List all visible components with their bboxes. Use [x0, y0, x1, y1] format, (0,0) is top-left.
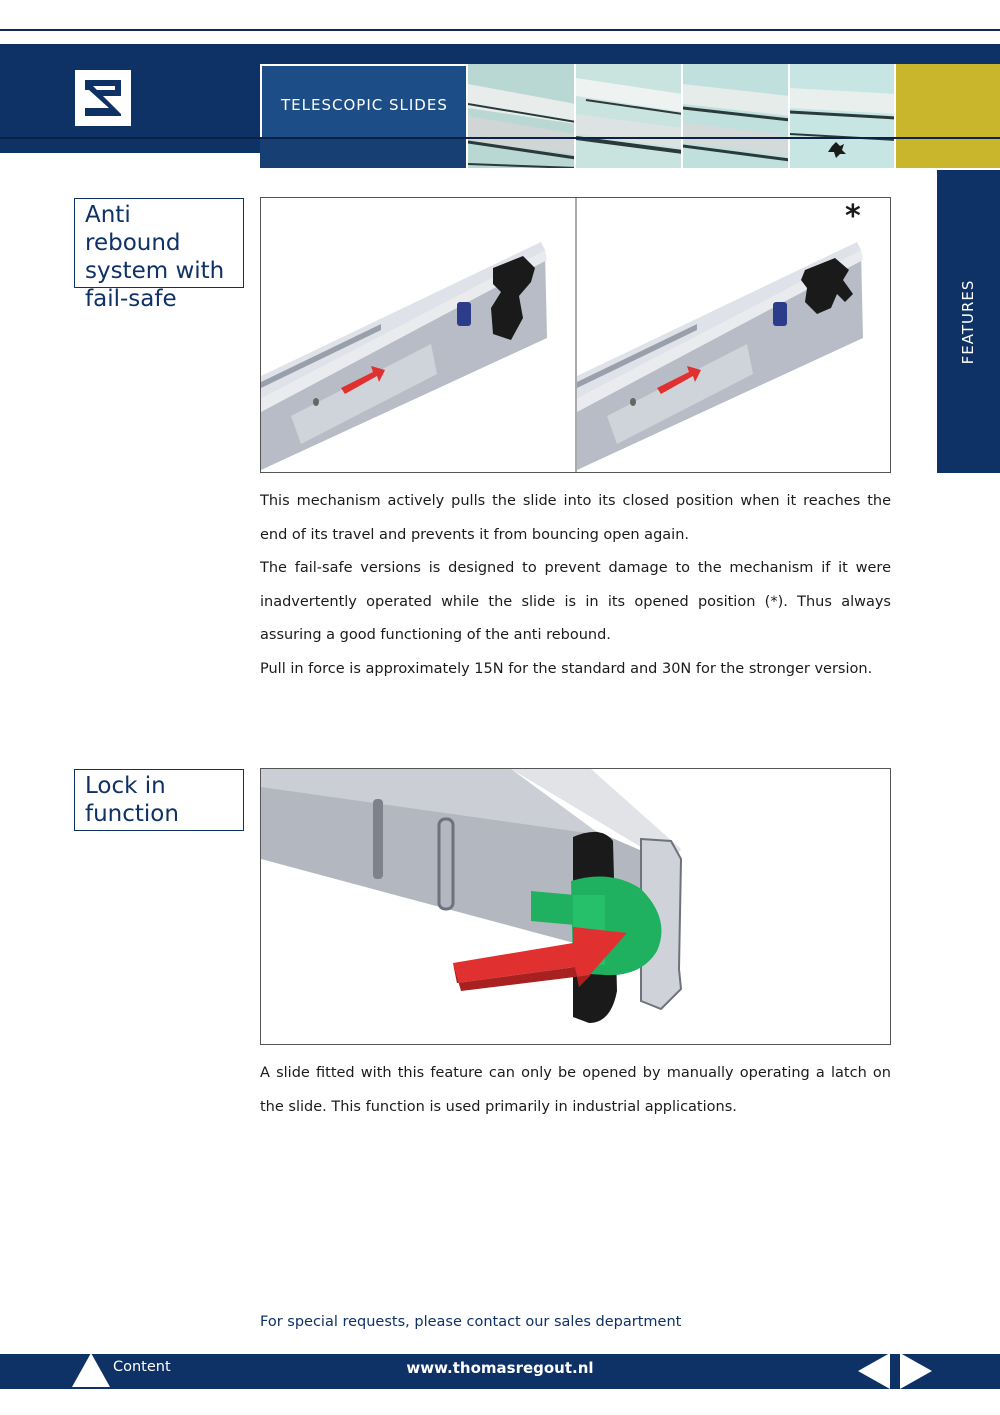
- triangle-right-icon[interactable]: [900, 1353, 932, 1389]
- top-rule: [0, 29, 1000, 31]
- anti-rebound-description: [260, 485, 891, 686]
- header-photo-4: [788, 64, 894, 168]
- header-title: TELESCOPIC SLIDES: [281, 96, 448, 114]
- anti-rebound-slide-fail-safe: [577, 242, 863, 470]
- section-title-anti-rebound: Anti rebound system with fail-safe: [74, 198, 244, 288]
- header-photo-2: [574, 64, 681, 168]
- paragraph: This mechanism actively pulls the slide into its closed position when it reaches the end of its travel and prevents it from bouncing open again.: [260, 493, 891, 543]
- triangle-left-icon[interactable]: [858, 1353, 890, 1389]
- features-tab-label: FEATURES: [959, 279, 977, 365]
- header-title-box-lower: [260, 139, 466, 168]
- company-logo-icon: [75, 70, 131, 126]
- paragraph: Pull in force is approximately 15N for the standard and 30N for the stronger version.: [260, 660, 873, 677]
- lock-in-description: [260, 1057, 891, 1124]
- contact-note: For special requests, please contact our sales department: [260, 1314, 682, 1330]
- header-accent-block: [894, 64, 1000, 168]
- header-photo-1: [466, 64, 574, 168]
- anti-rebound-slide-standard: [261, 242, 547, 470]
- paragraph: A slide fitted with this feature can only be opened by manually operating a latch on the slide. This function is used primarily in industrial applications.: [260, 1065, 891, 1115]
- lock-in-figure: [260, 768, 891, 1045]
- section-title-lock-in: Lock in function: [74, 769, 244, 831]
- content-link-label[interactable]: Content: [113, 1359, 171, 1375]
- paragraph: The fail-safe versions is designed to prevent damage to the mechanism if it were inadvertently operated while the slide is in its opened position (*). Thus always assuring a good functioning of the anti rebound.: [260, 560, 891, 643]
- header-photo-3: [681, 64, 788, 168]
- website-link[interactable]: www.thomasregout.nl: [406, 1359, 594, 1377]
- fail-safe-marker: *: [845, 199, 861, 234]
- anti-rebound-figure: [260, 197, 891, 473]
- header-band-lower: [0, 137, 260, 153]
- header-rule: [0, 137, 1000, 139]
